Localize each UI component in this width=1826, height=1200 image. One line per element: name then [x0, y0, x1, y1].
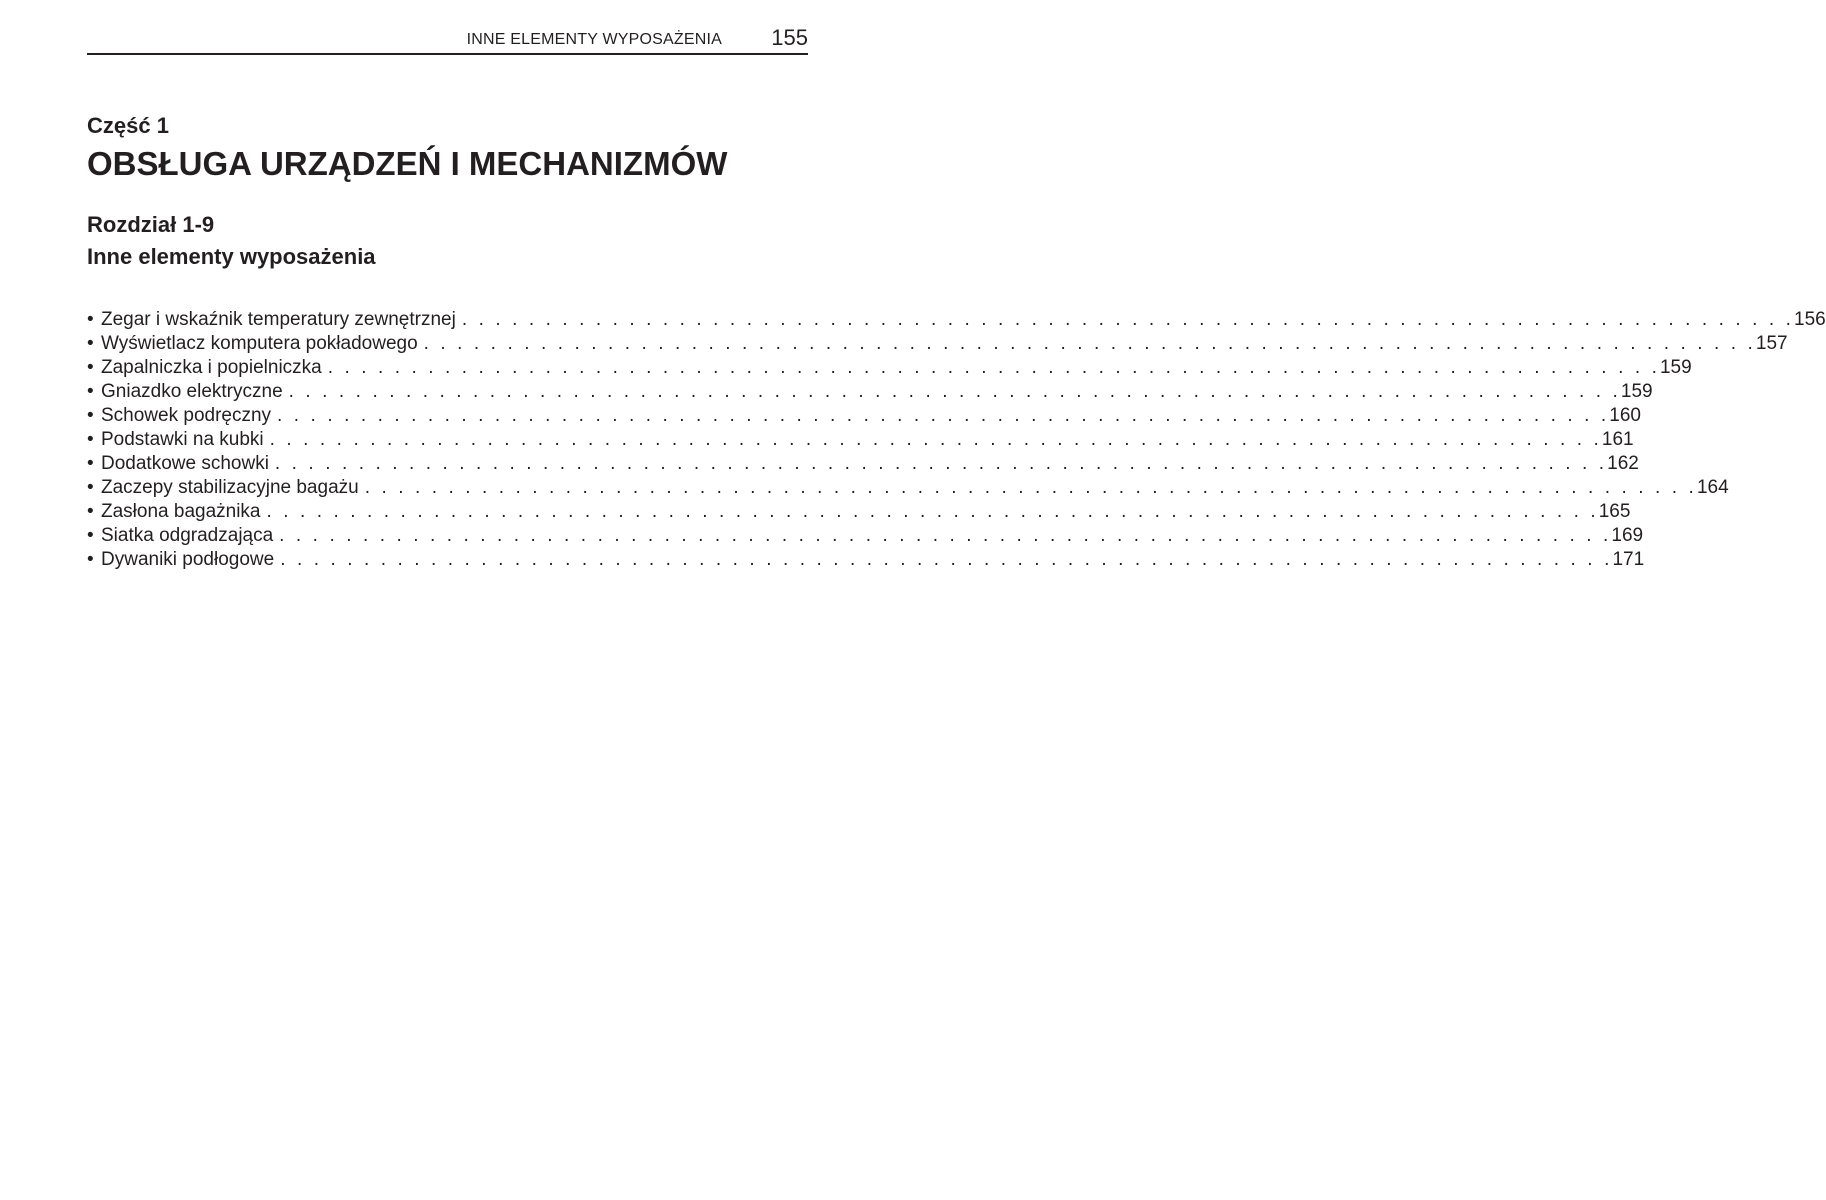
toc-entry-page: 156 [1794, 309, 1826, 330]
part-title: OBSŁUGA URZĄDZEŃ I MECHANIZMÓW [87, 145, 728, 182]
toc-entry-title: Zapalniczka i popielniczka [101, 357, 322, 378]
toc-entry-page: 161 [1601, 429, 1634, 450]
bullet-icon: • [87, 405, 94, 426]
toc-entry-page: 162 [1607, 453, 1639, 474]
dot-leader: . . . . . . . . . . . . . . . . . . . . . . . . . . . . . . . . . . . . . . . . . . . . . . . . . . . . . . . . . . . . . . . . . . . . . . . . . . . . . . . . [274, 453, 1608, 474]
dot-leader: . . . . . . . . . . . . . . . . . . . . . . . . . . . . . . . . . . . . . . . . . . . . . . . . . . . . . . . . . . . . . . . . . . . . . . . . . . . . . . . . [280, 549, 1613, 570]
bullet-icon: • [87, 477, 94, 498]
toc-entry-title: Podstawki na kubki [101, 429, 264, 450]
toc-entry-page: 164 [1696, 477, 1729, 498]
toc-entry[interactable] [87, 524, 1644, 548]
dot-leader: . . . . . . . . . . . . . . . . . . . . . . . . . . . . . . . . . . . . . . . . . . . . . . . . . . . . . . . . . . . . . . . . . . . . . . . . . . . . . . . . [327, 357, 1660, 378]
running-header-title: INNE ELEMENTY WYPOSAŻENIA [466, 31, 722, 48]
toc-entry-title: Zegar i wskaźnik temperatury zewnętrznej [101, 309, 456, 330]
toc-entry-page: 165 [1598, 501, 1631, 522]
toc-entry-page: 159 [1620, 381, 1653, 402]
bullet-icon: • [87, 381, 94, 402]
dot-leader: . . . . . . . . . . . . . . . . . . . . . . . . . . . . . . . . . . . . . . . . . . . . . . . . . . . . . . . . . . . . . . . . . . . . . . . . . . . . . . . . [423, 333, 1756, 354]
toc-entry-page: 169 [1611, 525, 1644, 546]
page-number: 155 [771, 25, 808, 50]
toc-entry-title: Dodatkowe schowki [101, 453, 269, 474]
bullet-icon: • [87, 525, 94, 546]
toc-entry[interactable] [87, 476, 1729, 500]
toc-entry-page: 160 [1609, 405, 1641, 426]
toc-entry-title: Siatka odgradzająca [101, 525, 274, 546]
toc-entry-title: Zaczepy stabilizacyjne bagażu [101, 477, 359, 498]
toc-entry-title: Schowek podręczny [101, 405, 272, 426]
toc-entry-page: 159 [1659, 357, 1692, 378]
toc-entry-page: 171 [1612, 549, 1645, 570]
bullet-icon: • [87, 549, 94, 570]
dot-leader: . . . . . . . . . . . . . . . . . . . . . . . . . . . . . . . . . . . . . . . . . . . . . . . . . . . . . . . . . . . . . . . . . . . . . . . . . . . . . . . . [461, 309, 1795, 330]
bullet-icon: • [87, 501, 94, 522]
toc-entry[interactable] [87, 404, 1641, 428]
dot-leader: . . . . . . . . . . . . . . . . . . . . . . . . . . . . . . . . . . . . . . . . . . . . . . . . . . . . . . . . . . . . . . . . . . . . . . . . . . . . . . . . [277, 405, 1610, 426]
dot-leader: . . . . . . . . . . . . . . . . . . . . . . . . . . . . . . . . . . . . . . . . . . . . . . . . . . . . . . . . . . . . . . . . . . . . . . . . . . . . . . . . [364, 477, 1697, 498]
dot-leader: . . . . . . . . . . . . . . . . . . . . . . . . . . . . . . . . . . . . . . . . . . . . . . . . . . . . . . . . . . . . . . . . . . . . . . . . . . . . . . . . [266, 501, 1599, 522]
toc-entry[interactable] [87, 548, 1645, 572]
toc-entry-title: Dywaniki podłogowe [101, 549, 275, 570]
toc-entry[interactable] [87, 308, 1826, 332]
bullet-icon: • [87, 429, 94, 450]
bullet-icon: • [87, 357, 94, 378]
part-label: Część 1 [87, 113, 169, 138]
dot-leader: . . . . . . . . . . . . . . . . . . . . . . . . . . . . . . . . . . . . . . . . . . . . . . . . . . . . . . . . . . . . . . . . . . . . . . . . . . . . . . . . [279, 525, 1612, 546]
chapter-title: Inne elementy wyposażenia [87, 244, 376, 269]
toc-entry[interactable] [87, 428, 1634, 452]
dot-leader: . . . . . . . . . . . . . . . . . . . . . . . . . . . . . . . . . . . . . . . . . . . . . . . . . . . . . . . . . . . . . . . . . . . . . . . . . . . . . . . . [288, 381, 1621, 402]
toc-entry-page: 157 [1755, 333, 1788, 354]
toc-entry-title: Zasłona bagażnika [101, 501, 261, 522]
chapter-label: Rozdział 1-9 [87, 212, 215, 237]
toc-entry-title: Gniazdko elektryczne [101, 381, 283, 402]
toc-entry-title: Wyświetlacz komputera pokładowego [101, 333, 418, 354]
running-header [87, 27, 808, 55]
table-of-contents [87, 308, 1826, 572]
bullet-icon: • [87, 309, 94, 330]
toc-entry[interactable] [87, 452, 1639, 476]
dot-leader: . . . . . . . . . . . . . . . . . . . . . . . . . . . . . . . . . . . . . . . . . . . . . . . . . . . . . . . . . . . . . . . . . . . . . . . . . . . . . . . . [269, 429, 1602, 450]
toc-entry[interactable] [87, 380, 1653, 404]
toc-entry[interactable] [87, 332, 1788, 356]
bullet-icon: • [87, 453, 94, 474]
bullet-icon: • [87, 333, 94, 354]
toc-entry[interactable] [87, 500, 1631, 524]
toc-entry[interactable] [87, 356, 1692, 380]
